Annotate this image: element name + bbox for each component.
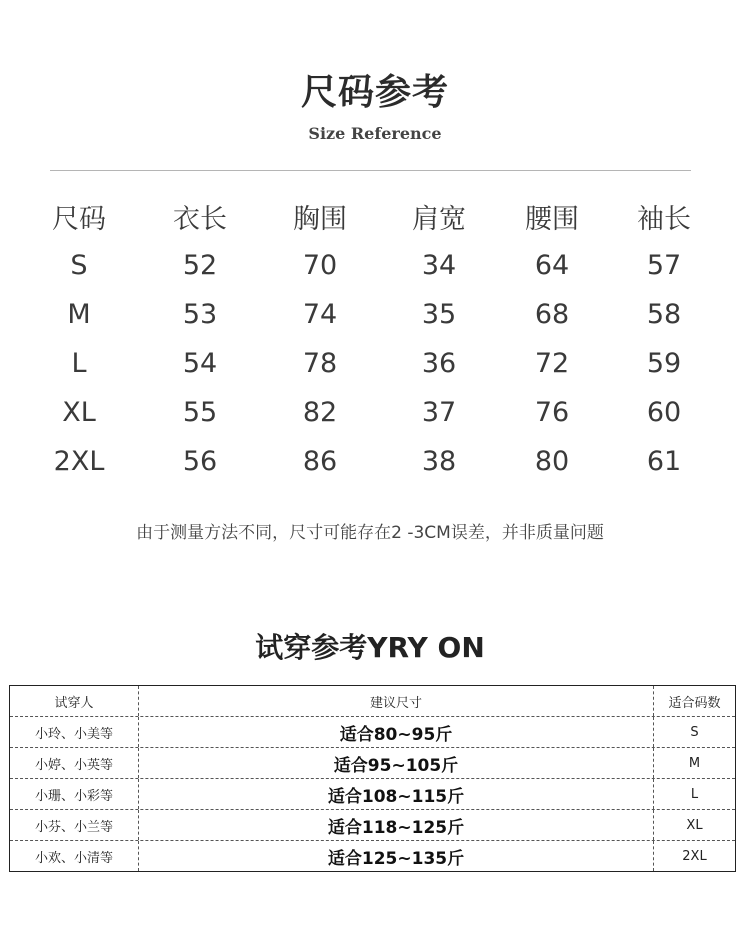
- fit-size-cell: 2XL: [682, 848, 707, 864]
- column-header-fit-size: 适合码数: [668, 695, 721, 711]
- table-row: [10, 716, 735, 747]
- table-row: [20, 339, 736, 388]
- waist-cell: 64: [534, 250, 570, 281]
- length-cell: 56: [182, 446, 218, 477]
- length-cell: 55: [182, 397, 218, 428]
- page-title: 尺码参考: [300, 72, 449, 113]
- page-subtitle: Size Reference: [308, 124, 442, 143]
- length-cell: 54: [182, 348, 218, 379]
- waist-cell: 68: [534, 299, 570, 330]
- fit-size-cell: S: [690, 724, 699, 740]
- size-cell: S: [70, 250, 88, 281]
- length-cell: 52: [182, 250, 218, 281]
- shoulder-cell: 38: [421, 446, 457, 477]
- table-row: [10, 809, 735, 840]
- column-header-tester: 试穿人: [10, 686, 139, 716]
- shoulder-cell: 36: [421, 348, 457, 379]
- waist-cell: 72: [534, 348, 570, 379]
- fit-size-cell: M: [688, 755, 701, 771]
- table-row: [20, 437, 736, 486]
- waist-cell: 76: [534, 397, 570, 428]
- column-header-waist: 腰围: [525, 204, 579, 235]
- column-header-sleeve: 袖长: [637, 204, 691, 235]
- table-row: [10, 747, 735, 778]
- sleeve-cell: 57: [646, 250, 682, 281]
- chest-cell: 74: [302, 299, 338, 330]
- table-row: [20, 290, 736, 339]
- waist-cell: 80: [534, 446, 570, 477]
- column-header-size: 尺码: [52, 204, 106, 235]
- column-header-suggested-size: 建议尺寸: [139, 686, 654, 716]
- table-row: [20, 241, 736, 290]
- chest-cell: 86: [302, 446, 338, 477]
- table-row: [10, 778, 735, 809]
- size-cell: XL: [62, 397, 96, 428]
- suggested-size-cell: 适合108~115斤: [139, 779, 654, 809]
- column-header-shoulder: 肩宽: [412, 204, 466, 235]
- chest-cell: 82: [302, 397, 338, 428]
- tryon-table: [9, 685, 736, 872]
- size-reference-table: [20, 192, 736, 486]
- tester-cell: 小珊、小彩等: [10, 779, 139, 809]
- size-cell: M: [67, 299, 91, 330]
- suggested-size-cell: 适合95~105斤: [139, 748, 654, 778]
- measurement-note: 由于测量方法不同，尺寸可能存在2 -3CM误差，并非质量问题: [136, 523, 604, 543]
- fit-size-cell: L: [690, 786, 699, 802]
- suggested-size-cell: 适合118~125斤: [139, 810, 654, 840]
- tester-cell: 小婷、小英等: [10, 748, 139, 778]
- title-divider: [50, 170, 691, 171]
- suggested-size-cell: 适合125~135斤: [139, 841, 654, 871]
- shoulder-cell: 37: [421, 397, 457, 428]
- size-cell: L: [71, 348, 87, 379]
- table-row: [10, 840, 735, 871]
- tryon-title: 试穿参考YRY ON: [255, 631, 485, 664]
- table-row: [20, 388, 736, 437]
- tester-cell: 小欢、小清等: [10, 841, 139, 871]
- sleeve-cell: 61: [646, 446, 682, 477]
- sleeve-cell: 60: [646, 397, 682, 428]
- shoulder-cell: 34: [421, 250, 457, 281]
- column-header-chest: 胸围: [293, 204, 347, 235]
- chest-cell: 70: [302, 250, 338, 281]
- fit-size-cell: XL: [686, 817, 703, 833]
- length-cell: 53: [182, 299, 218, 330]
- tryon-table-header: [10, 686, 735, 716]
- suggested-size-cell: 适合80~95斤: [139, 717, 654, 747]
- tester-cell: 小玲、小美等: [10, 717, 139, 747]
- size-table-header: [20, 192, 736, 241]
- shoulder-cell: 35: [421, 299, 457, 330]
- chest-cell: 78: [302, 348, 338, 379]
- size-cell: 2XL: [53, 446, 105, 477]
- sleeve-cell: 58: [646, 299, 682, 330]
- tester-cell: 小芬、小兰等: [10, 810, 139, 840]
- column-header-length: 衣长: [173, 204, 227, 235]
- sleeve-cell: 59: [646, 348, 682, 379]
